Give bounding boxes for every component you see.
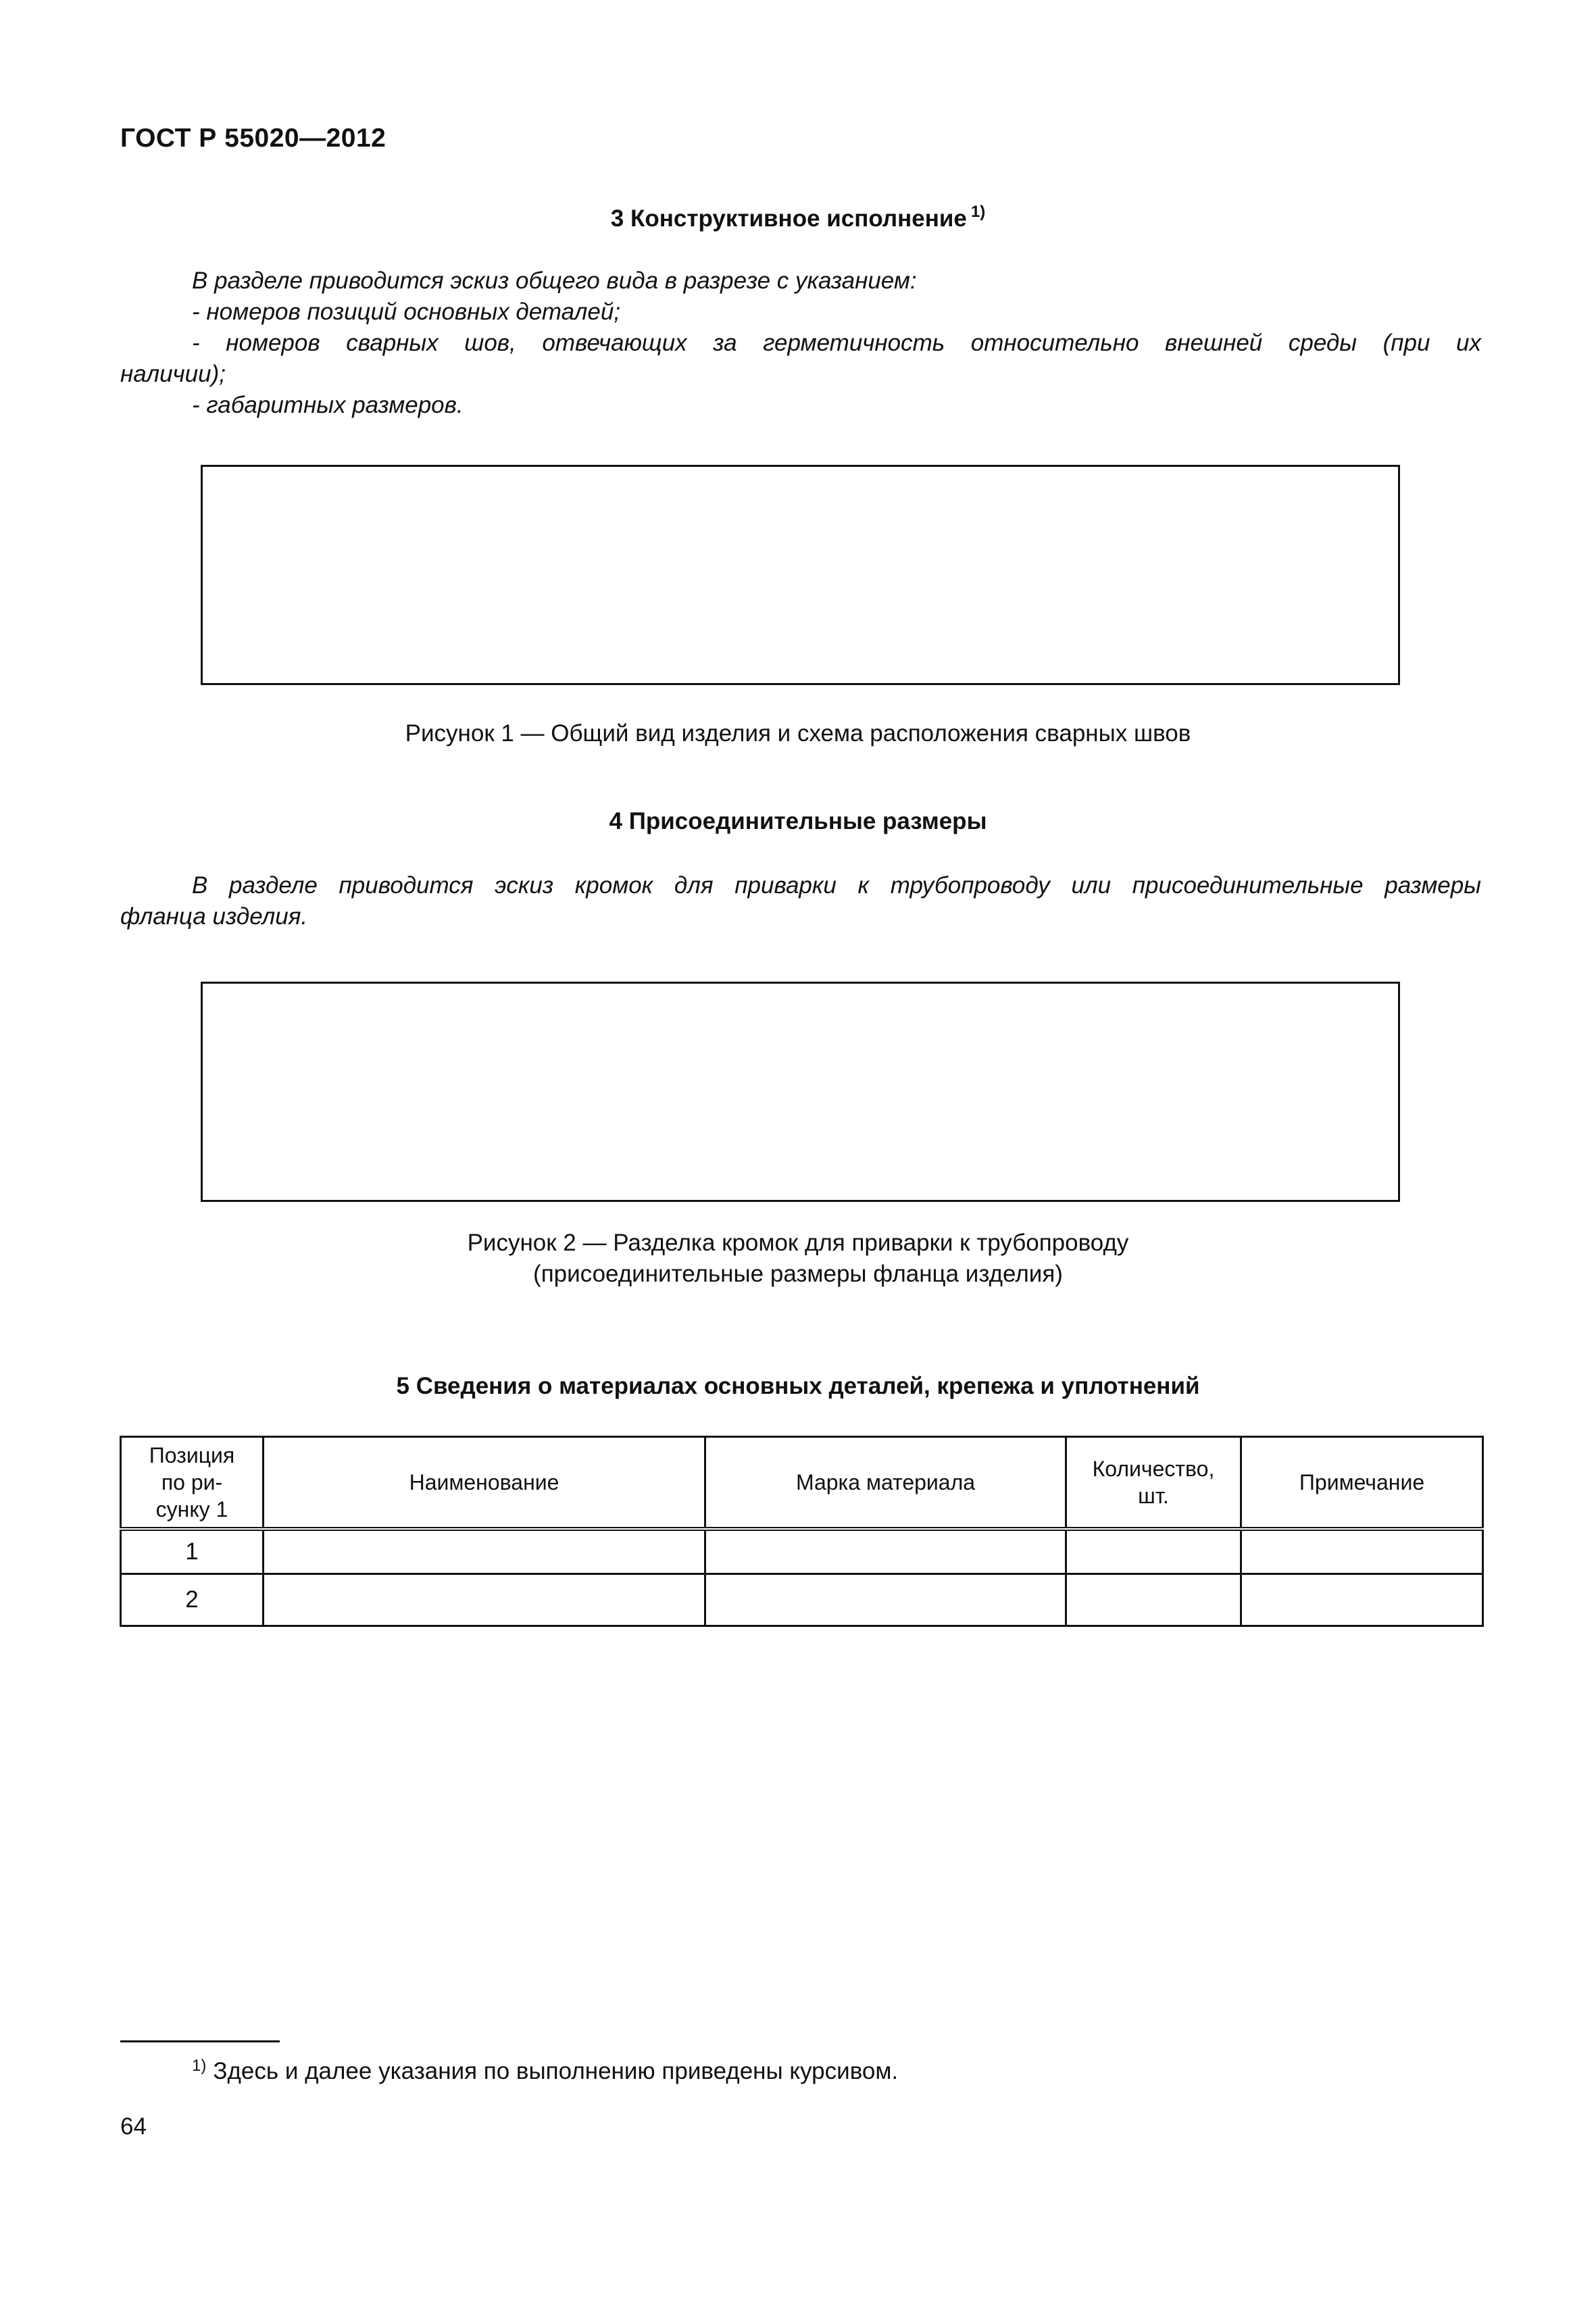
footnote-text: Здесь и далее указания по выполнению приведены курсивом. (213, 2058, 899, 2084)
table-cell (264, 1574, 705, 1626)
footnote-reference: 1) (970, 203, 986, 221)
header-line: по ри- (161, 1470, 223, 1494)
table-cell (1241, 1529, 1483, 1574)
section-3-title (0, 203, 1596, 232)
section-4-paragraph (120, 870, 1481, 932)
table-cell (264, 1529, 705, 1574)
paragraph-line: фланца изделия. (120, 903, 308, 930)
table-cell-position: 1 (121, 1529, 264, 1574)
footnote-mark: 1) (192, 2057, 207, 2075)
figure-2-placeholder (201, 982, 1400, 1202)
header-line: шт. (1138, 1484, 1169, 1508)
paragraph-line (120, 328, 1481, 359)
paragraph-line: - номеров позиций основных деталей; (192, 299, 621, 325)
section-5-title: 5 Сведения о материалах основных деталей, крепежа и уплотнений (396, 1373, 1200, 1399)
column-header-quantity (1066, 1437, 1241, 1530)
table-cell (705, 1574, 1066, 1626)
column-header-position (121, 1437, 264, 1530)
footnote-separator (120, 2040, 280, 2042)
materials-table (120, 1436, 1484, 1627)
header-line: сунку 1 (155, 1497, 228, 1521)
figure-2-caption-line: Рисунок 2 — Разделка кромок для приварки к трубопроводу (467, 1230, 1129, 1256)
figure-1-placeholder (201, 465, 1400, 685)
paragraph-line: В разделе приводится эскиз общего вида в разрезе с указанием: (192, 268, 917, 294)
paragraph-line-text: - номеров сварных шов, отвечающих за герметичность относительно внешней среды (при их (192, 330, 1481, 356)
header-line: Количество, (1092, 1457, 1215, 1481)
paragraph-line-text: В разделе приводится эскиз кромок для приварки к трубопроводу или присоединительные размеры (192, 872, 1481, 899)
table-cell (1066, 1574, 1241, 1626)
paragraph-line (120, 870, 1481, 901)
page-number: 64 (120, 2113, 147, 2140)
table-cell (1241, 1574, 1483, 1626)
column-header-note: Примечание (1241, 1437, 1483, 1530)
table-cell (1066, 1529, 1241, 1574)
table-cell (705, 1529, 1066, 1574)
section-4-title: 4 Присоединительные размеры (609, 808, 987, 834)
table-header-row (121, 1437, 1483, 1530)
figure-2-caption (0, 1228, 1596, 1290)
document-code: ГОСТ Р 55020—2012 (120, 124, 386, 153)
section-3-title-text: 3 Конструктивное исполнение (610, 205, 967, 232)
figure-1-caption: Рисунок 1 — Общий вид изделия и схема расположения сварных швов (405, 720, 1191, 747)
paragraph-line: - габаритных размеров. (192, 392, 464, 418)
column-header-material: Марка материала (705, 1437, 1066, 1530)
footnote (192, 2057, 898, 2085)
table-row (121, 1529, 1483, 1574)
section-3-paragraph (120, 266, 1481, 421)
header-line: Позиция (149, 1443, 235, 1467)
paragraph-line: наличии); (120, 361, 226, 387)
table-cell-position: 2 (121, 1574, 264, 1626)
column-header-name: Наименование (264, 1437, 705, 1530)
table-row (121, 1574, 1483, 1626)
figure-2-caption-line: (присоединительные размеры фланца изделия) (533, 1261, 1063, 1287)
